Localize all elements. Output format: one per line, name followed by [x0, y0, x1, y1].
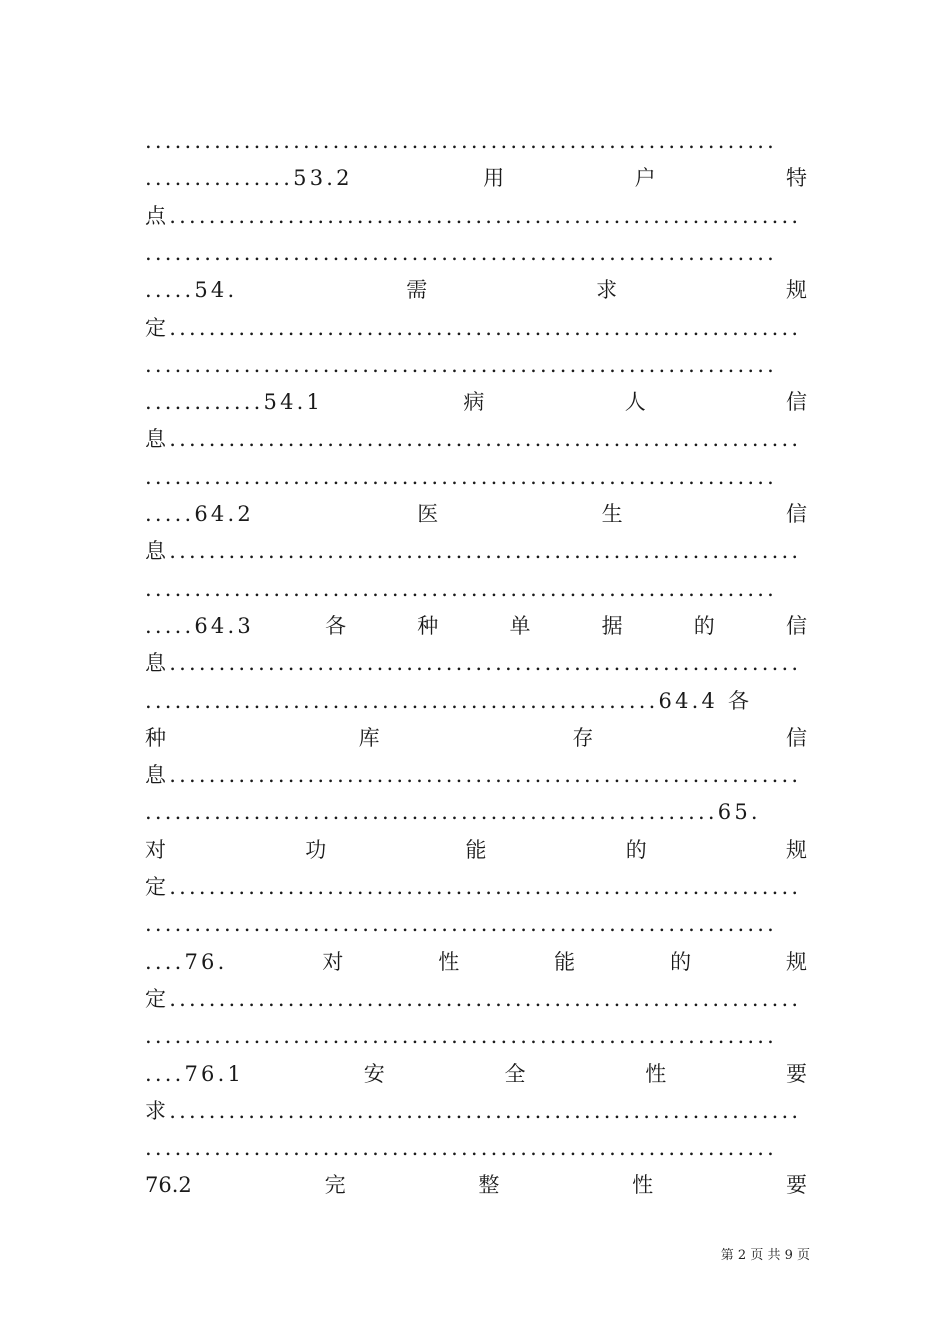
page-footer: 第 2 页 共 9 页: [720, 1248, 810, 1263]
toc-line-char: 要: [785, 1173, 807, 1197]
toc-line-char: 的: [670, 950, 692, 974]
toc-line-char: 存: [572, 726, 594, 750]
toc-line-char: 用: [483, 166, 505, 190]
toc-line-leader: .....64.2: [145, 502, 254, 526]
toc-line: [145, 499, 807, 529]
toc-line-char: 特: [786, 166, 807, 190]
toc-line: [145, 462, 807, 492]
toc-line-char: 信: [785, 726, 807, 750]
toc-line: [145, 350, 807, 380]
toc-line: [145, 275, 807, 305]
toc-line-char: 的: [693, 614, 715, 638]
toc-line-char: 生: [601, 502, 623, 526]
toc-line-leader: 定................................................................: [145, 875, 802, 899]
toc-line: [145, 760, 807, 790]
toc-line: [145, 1021, 807, 1051]
toc-line-char: 各: [325, 614, 347, 638]
toc-line-char: 安: [363, 1062, 385, 1086]
toc-line: [145, 163, 807, 193]
toc-line-char: 病: [463, 390, 485, 414]
toc-line: [145, 723, 807, 753]
toc-line-leader: 76.2: [145, 1173, 192, 1197]
toc-line-char: 能: [465, 838, 487, 862]
toc-line-char: 整: [478, 1173, 500, 1197]
toc-line: [145, 648, 807, 678]
toc-line-char: 人: [624, 390, 646, 414]
toc-line: [145, 797, 807, 827]
toc-line: [145, 1059, 807, 1089]
toc-line-char: 能: [554, 950, 576, 974]
toc-line-char: 性: [438, 950, 460, 974]
toc-line-leader: 点................................................................: [145, 204, 802, 228]
toc-line-char: 需: [406, 278, 428, 302]
toc-line-leader: 定................................................................: [145, 316, 802, 340]
toc-line-leader: 种: [145, 726, 166, 750]
toc-line: [145, 611, 807, 641]
toc-line: [145, 1170, 807, 1200]
toc-line-leader: ................................................................: [145, 129, 778, 153]
toc-line: [145, 387, 807, 417]
toc-line-char: 性: [645, 1062, 667, 1086]
toc-line-leader: ..........................................................65.: [145, 800, 761, 824]
toc-line-leader: ....76.1: [145, 1062, 245, 1086]
toc-line-leader: ...............53.2: [145, 166, 353, 190]
toc-line-leader: ................................................................: [145, 1024, 778, 1048]
toc-line-char: 信: [785, 502, 807, 526]
toc-line-leader: .....64.3: [145, 614, 254, 638]
toc-line-leader: 息................................................................: [145, 427, 802, 451]
toc-line-char: 单: [509, 614, 531, 638]
toc-line-char: 完: [324, 1173, 346, 1197]
toc-line-leader: 求................................................................: [145, 1099, 802, 1123]
toc-line-char: 求: [596, 278, 618, 302]
toc-line-leader: ................................................................: [145, 465, 778, 489]
toc-line: [145, 872, 807, 902]
toc-line: [145, 947, 807, 977]
toc-line-leader: 息................................................................: [145, 651, 802, 675]
toc-line-char: 医: [417, 502, 439, 526]
toc-line-char: 要: [786, 1062, 807, 1086]
toc-line: [145, 984, 807, 1014]
toc-line-leader: ................................................................: [145, 577, 778, 601]
toc-line: [145, 835, 807, 865]
toc-line: [145, 238, 807, 268]
toc-line-char: 性: [632, 1173, 654, 1197]
toc-line: [145, 313, 807, 343]
toc-line: [145, 574, 807, 604]
toc-line: [145, 909, 807, 939]
toc-line-char: 库: [358, 726, 380, 750]
toc-line: [145, 126, 807, 156]
toc-line-leader: ............54.1: [145, 390, 324, 414]
toc-line-char: 据: [601, 614, 623, 638]
toc-line-char: 的: [625, 838, 647, 862]
toc-line-leader: ....................................................64.4 各: [145, 689, 753, 713]
toc-line-char: 规: [786, 838, 807, 862]
toc-line-char: 户: [634, 166, 656, 190]
toc-line: [145, 201, 807, 231]
toc-line-leader: 对: [145, 838, 166, 862]
toc-line-char: 对: [322, 950, 344, 974]
toc-line-leader: ................................................................: [145, 241, 778, 265]
toc-line-leader: .....54.: [145, 278, 238, 302]
toc-line: [145, 424, 807, 454]
toc-line-leader: ................................................................: [145, 912, 778, 936]
toc-line-char: 信: [786, 390, 807, 414]
toc-line-char: 信: [785, 614, 807, 638]
toc-line-leader: ....76.: [145, 950, 228, 974]
toc-line: [145, 1096, 807, 1126]
toc-line-char: 规: [786, 278, 807, 302]
toc-line-leader: 息................................................................: [145, 763, 802, 787]
toc-line-char: 全: [504, 1062, 526, 1086]
toc-line: [145, 536, 807, 566]
toc-line-leader: 息................................................................: [145, 539, 802, 563]
toc-line-leader: ................................................................: [145, 1136, 778, 1160]
toc-line-leader: 定................................................................: [145, 987, 802, 1011]
toc-line-char: 功: [305, 838, 327, 862]
toc-line: [145, 686, 807, 716]
toc-line-char: 规: [785, 950, 807, 974]
toc-line: [145, 1133, 807, 1163]
toc-line-char: 种: [417, 614, 439, 638]
toc-line-leader: ................................................................: [145, 353, 778, 377]
